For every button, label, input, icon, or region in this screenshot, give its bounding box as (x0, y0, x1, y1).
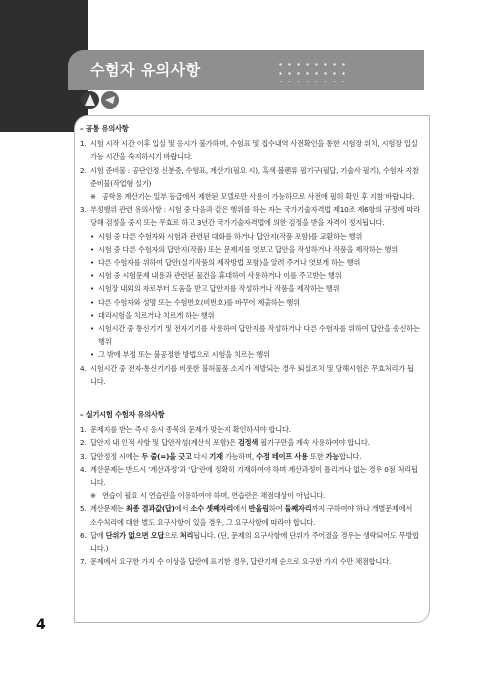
bullet-item: • 그 밖에 부정 또는 불공정한 방법으로 시험을 치르는 행위 (90, 350, 270, 360)
deco-icons (80, 86, 132, 114)
list-item: 3. 답안정정 시에는 두 줄(=)을 긋고 다시 기재 가능하며, 수정 테이프 사용 또한 가능합니다. (80, 451, 362, 461)
list-item: 7. 문제에서 요구한 가지 수 이상을 답란에 표기한 경우, 답란기재 순으로 요구한 가지 수만 채점합니다. (80, 557, 391, 567)
bullet-item: • 시험 중 다른 수험자의 답안지(작품) 또는 문제지를 엿보고 답안을 작성하거나 작품을 제작하는 행위 (90, 244, 398, 254)
notice-content (80, 122, 420, 569)
bullet-item: • 대리시험을 치르거나 치르게 하는 행위 (90, 310, 215, 320)
page-header (68, 50, 424, 90)
bullet-item: • 다른 수험자와 성명 또는 수험번호(비번호)를 바꾸어 제출하는 행위 (90, 297, 300, 307)
list-item: 5. 계산문제는 최종 결과값(답)에서 소수 셋째자리에서 반올림하여 둘째자리까지 구하여야 하나 개별문제에서 소수처리에 대한 별도 요구사항이 있을 경우, 그 요구사항에 따라야 합니다. (80, 504, 413, 527)
list-item: 2. 답안지 내 인적 사항 및 답안작성(계산식 포함)은 검정색 필기구만을 계속 사용하여야 합니다. (80, 438, 370, 448)
note: ※ 연습이 필요 시 연습란을 이용하여야 하며, 연습란은 채점대상이 아닙니다. (90, 491, 326, 501)
list-item: 4. 계산문제는 반드시 ‘계산과정’과 ‘답’란에 정확히 기재하여야 하며 계산과정이 틀리거나 없는 경우 0점 처리됩니다. (80, 464, 418, 488)
bullet-item: • 시험장 내외의 자로부터 도움을 받고 답안지를 작성하거나 작품을 제작하는 행위 (90, 284, 340, 294)
page-number: 4 (36, 617, 46, 633)
section-practical-title: – 실기시험 수험자 유의사항 (80, 410, 165, 420)
list-item: 2. 시험 준비물 : 공단인정 신분증, 수험표, 계산기(필요 시), 흑색 볼펜류 필기구(필답, 기술사 필기), 수험자 지참 준비물(작업형 실기) (80, 165, 419, 188)
bullet-item: • 시험 중 다른 수험자와 시험과 관련된 대화를 하거나 답안지(작품 포함)를 교환하는 행위 (90, 231, 363, 241)
page-title: 수험자 유의사항 (90, 61, 201, 79)
list-item: 6. 답에 단위가 없으면 오답으로 처리됩니다. (단, 문제의 요구사항에 단위가 주어졌을 경우는 생략되어도 무방합니다.) (80, 530, 419, 554)
dot-pattern-decoration (276, 60, 346, 82)
list-item: 1. 시험 시작 시간 이후 입실 및 응시가 불가하며, 수험표 및 접수내역 사전확인을 통한 시험장 위치, 시험장 입실 가능 시간을 숙지하시기 바랍니다. (80, 139, 418, 162)
list-item: 1. 문제지를 받는 즉시 응시 종목의 문제가 맞는지 확인하셔야 합니다. (80, 425, 291, 435)
section-common-title: – 공통 유의사항 (80, 124, 129, 133)
note: ※ 공학용 계산기는 일부 등급에서 제한된 모델로만 사용이 가능하므로 사전에 필히 확인 후 지참 바랍니다. (90, 192, 415, 202)
bullet-item: • 시험 중 시험문제 내용과 관련된 물건을 휴대하여 사용하거나 이를 주고받는 행위 (90, 271, 342, 281)
list-item: 4. 시험시간 중 전자·통신기기를 비롯한 불허물품 소지가 적발되는 경우 퇴실조치 및 당해시험은 무효처리가 됩니다. (80, 363, 414, 386)
list-item: 3. 부정행위 관련 유의사항 : 시험 중 다음과 같은 행위를 하는 자는 국가기술자격법 제10조 제6항의 규정에 따라 당해 검정을 중지 또는 무효로 하고 3년간 국가기술자격법에 의한 검정을 받을 자격이 정지됩니다. (80, 205, 420, 228)
bullet-item: • 다른 수험자를 위하여 답안(실기작품의 제작방법 포함)을 알려 주거나 엿보게 하는 행위 (90, 258, 361, 268)
bullet-item: • 시험시간 중 통신기기 및 전자기기를 사용하여 답안지를 작성하거나 다른 수험자를 위하여 답안을 송신하는 행위 (90, 324, 420, 347)
